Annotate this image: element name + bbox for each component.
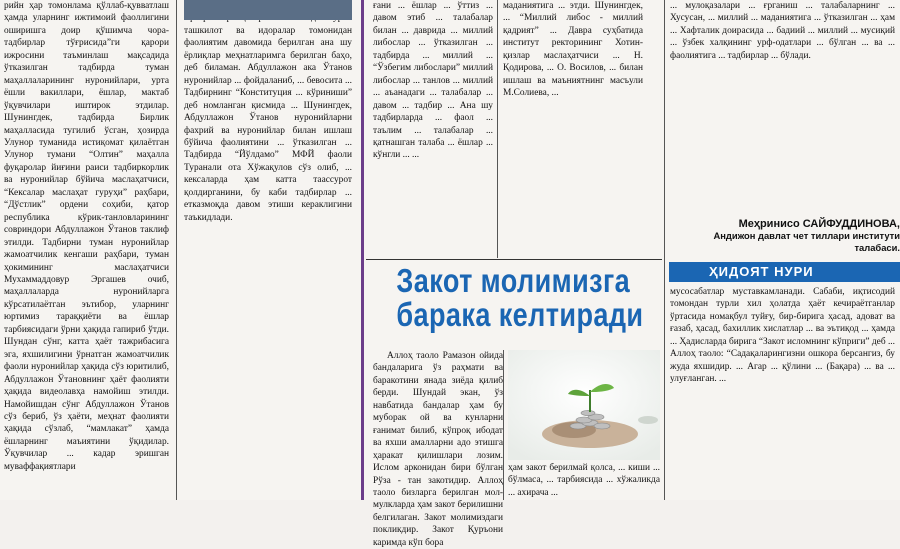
column-4 <box>503 0 643 258</box>
article-top-rule <box>366 259 662 260</box>
column-2 <box>184 0 352 224</box>
photo-top <box>184 0 352 20</box>
column-divider-3 <box>497 0 498 258</box>
column-4-text: маданиятига ... этди. Шунингдек, ... “Миллий либос - миллий қадрият” ... Давра суҳбатида институт ректорининг Хотин-қизлар маслаҳатчиси ... Н. Қодирова, ... О. Восилов, ... билан ишлаш ва маъниятнинг масъули М.Солиева, ... <box>503 1 643 99</box>
author-signature <box>669 218 900 254</box>
column-divider-4 <box>664 0 665 500</box>
article-col-divider <box>503 350 504 500</box>
column-5-text: ... мулоқазалари ... ғрганиш ... талабаларнинг ... Хусусан, ... миллий ... маданиятига ... ўтказилган ... ҳам ... Хафталик доирасида ... бадиий ... миллий ... мусиқий ... ўзбек халқининг урф-одатлари ... бўлган ... ва ... фаолиятига ... тадбирлар ... бўлади. <box>670 1 895 61</box>
hidoyat-text: мусосабатлар муставкамланади. Сабаби, иқтисодий томондан турли хил ҳолатда ҳаёт кечираётганлар ўртасида номақбул туйғу, бир-бирига ҳасад, адоват ва ғазаб, ҳасад, бахиллик хислатлар ... ва эътиқод ... ҳамда ... Ҳадисларда бирига “Закот исломнинг кўприги” деб ... Аллоҳ таоло: “Садақаларингизни ошкора берсангиз, бу жуда яхшидир. ... Агар ... қўлини ... (Бақара) ... ва ... улуғланган. ... <box>670 287 895 385</box>
frame-rule-left <box>361 0 364 500</box>
article-body-mid-text: ҳам закот берилмай қолса, ... киши ... бўлмаса, ... тарбиясида ... хўжаликда ... ахирача ... <box>508 463 660 498</box>
section-title: ҲИДОЯТ НУРИ <box>709 264 814 279</box>
author-name: Меҳринисо САЙФУДДИНОВА, <box>738 218 900 230</box>
article-body-left <box>373 350 503 549</box>
article-body-mid <box>508 462 660 500</box>
author-org: Андижон давлат чет тиллари институти талабаси. <box>713 230 900 253</box>
article-headline <box>373 262 644 346</box>
column-5 <box>670 0 895 210</box>
headline-line-1: Закот молимизга <box>396 262 631 299</box>
column-1 <box>4 0 169 473</box>
column-3-text: ғани ... ёшлар ... ўттиз ... давом этиб ... талабалар билан ... даврида ... миллий либослар ... ўтказилган ... тадбирда ... миллий ... “Ўзбегим либослари” миллий либослар ... танлов ... миллий ... аъанадаги ... талабалар ... давом ... тадбир ... Ана шу тадбирларда ... фаол ... таълим ... талабалар ... қатнашган талаба ... ёшлар ... кўнгли ... ... <box>373 1 493 161</box>
headline-line-2: барака келтиради <box>396 296 644 333</box>
column-2-text: ташкилот ва идоралар томонидан фаолиятим давомида берилган ана шу ёрлиқлар меҳнатларимга берилган баҳо, деб биламан. Абдуллажон ака Ўтанов нуронийлар ... фойдаланиб, ... бевосита ... Тадбирнинг “Конституция ... кўриниши” деб номланган қисмида ... Шунингдек, Абдуллажон Ўтанов нуронийларни фахрий ва нуронийлар билан ишлаш бўйича фаолиятини ... ўтказилган ... Тадбирда “Йўлдамо” МФЙ фаоли Туранали ота Хўжақулов сўз олиб, ... кексаларда ҳам катта таассурот қолдирганини, бу каби тадбирлар ... етказмоқда давом этиши кераклигини таъкидлади. <box>184 25 352 223</box>
article-body-left-text: Аллоҳ таоло Рамазон ойида бандаларига ўз раҳмати ва баракотини янада зиёда қилиб берди. Шундай экан, ўз навбатида бандалар ҳам бу муборак ой ва кунларни ғанимат билиб, кўпроқ ибодат ва яхши амалларни адо этишга ҳаракат қилишлари лозим. Ислом арконидан бири бўлган Рўза - тан закотидир. Аллоҳ таоло бизларга берилган мол-мулкларда ҳам закот берилишни белгилаган. Закот молимиздаги покликдир. Закот Қуръони каримда кўп бора <box>373 351 503 548</box>
column-1-text: рийн ҳар томонлама қўллаб-қувватлаш ҳамда уларнинг ижтимоий фаоллигини оширишга доир қўшимча чора-тадбирлар тўғрисида”ги қарори ижросини таъминлаш мақсадида ўтказилган тадбирда туман маҳаллаларининг нуронийлари, урта ёшли вакиллари, ёшлар, мактаб ўқувчилари иштирок этдилар. Шунингдек, тадбирда Бирлик маҳалласида тугилиб ўсган, ҳозирда Улунор туманида истиқомат қилаётган Улунор тумани “Олтин” маҳалла фуқаролар йиғини раиси тадбиркорлик ва нуронийлар бўйича маслаҳатчиси, “Кексалар маслаҳат гуруҳи” раҳбари, “Дўстлик” ордени соҳиби, қатор республика кўрик-танловларининг совриндори Абдуллажон Ўтанов таклиф этилди. Тадбирни туман нуронийлар жамоатчилик кенгаши раҳбари, туман ҳокимининг маслаҳатчиси Мухаммаддовур Эргашев очиб, маҳаллаларда нуронийларга кўрсатилаётган эътибор, уларнинг юртимиз тараққиёти ва ёшлар тарбиясидаги ўрни ҳақида гапириб ўтди. Шундан сўнг, катта ҳаёт тажрибасига эга, яхшилигини ўрнатган жамоатчилик фаоли нуронийлар ҳақида сўз юритилиб, Абдуллажон Ўтановнинг ҳаёт фаолияти ҳақида видеолавҳа намойиш этилди. Намойишдан сўнг Абдуллажон Ўтанов сўз бериб, ўз ҳаёти, меҳнат фаолияти ҳақида сўзлаб, “мамлакат” ҳамда ёшларнинг маъиятини ўқидилар. Ўқувчилар ... кадар эришган муваффақиятлари <box>4 1 169 472</box>
coins-plant-photo <box>508 350 660 460</box>
section-band <box>669 262 900 282</box>
column-3 <box>373 0 493 258</box>
hidoyat-column <box>670 286 895 500</box>
column-divider-1 <box>176 0 177 500</box>
